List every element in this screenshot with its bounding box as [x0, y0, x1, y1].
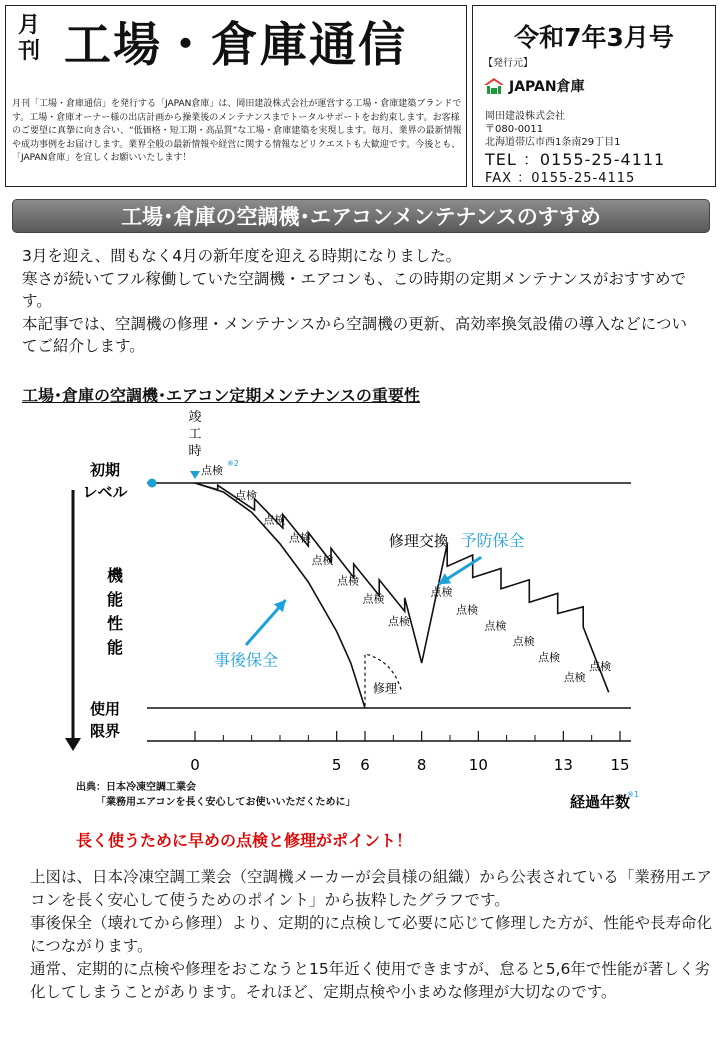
logo-name: JAPAN倉庫 [509, 79, 585, 95]
company-name: 岡田建設株式会社 [485, 111, 565, 122]
maintenance-chart [55, 405, 675, 815]
lead-paragraph: 本記事では、空調機の修理・メンテナンスから空調機の更新、高効率換気設備の導入などについてご紹介します。 [22, 314, 687, 356]
x-tick-label: 5 [331, 756, 342, 774]
inspection-label: 点検 [456, 603, 478, 617]
chart-source [76, 780, 356, 810]
start-marker-triangle [190, 471, 200, 479]
repair-label: 修理 [372, 681, 397, 696]
address: 北海道帯広市西1条南29丁目1 [485, 137, 621, 148]
masthead [5, 5, 467, 187]
inspection-label: 点検 [235, 488, 257, 502]
key-point: 長く使うために早めの点検と修理がポイント！ [76, 831, 413, 850]
reactive-label: 事後保全 [213, 650, 279, 670]
body-text [30, 866, 712, 1004]
repair-dashed-arc [365, 654, 402, 706]
x-tick-label: 6 [360, 756, 370, 774]
section-heading: 工場･倉庫の空調機･エアコン定期メンテナンスの重要性 [22, 386, 420, 405]
article-banner: 工場･倉庫の空調機･エアコンメンテナンスのすすめ [12, 199, 710, 233]
contact-info [485, 110, 665, 187]
lead-paragraph: 寒さが続いてフル稼働していた空調機・エアコンも、この時期の定期メンテナンスがおすすめです。 [22, 269, 687, 311]
postal-code: 〒080-0011 [485, 124, 544, 135]
inspection-label: 点検 [362, 592, 385, 606]
x-tick-label: 10 [468, 756, 488, 774]
inspection-label: 点検 [388, 614, 410, 628]
house-icon [483, 77, 505, 95]
x-tick-label: 15 [610, 756, 630, 774]
start-marker-char: 工 [188, 427, 202, 442]
y-bottom-label-line2: 限界 [89, 722, 121, 740]
publisher-label: 【発行元】 [483, 58, 533, 69]
inspection-label: 点検 [589, 659, 612, 673]
monthly-mark-1: 月 [18, 13, 41, 38]
inspection-label: 点検 [201, 464, 223, 477]
tel-number: TEL ：0155-25-4111 [485, 150, 666, 169]
start-marker-char: 竣 [188, 410, 202, 425]
newsletter-title: 工場・倉庫通信 [64, 18, 407, 73]
y-top-label-line1: 初期 [89, 461, 121, 479]
newsletter-intro: 月刊「工場・倉庫通信」を発行する「JAPAN倉庫」は、岡田建設株式会社が運営する工場・倉庫建築ブランドです。工場・倉庫オーナー様の出店計画から操業後のメンテナンスまでトータルサポートをお約束します。お客様のご要望に真摯に向き合い、“低価格・短工期・高品質”な工場・倉庫建築を実現します。毎月、業界の最新情報や成功事例をお届けします。業界全般の最新情報や経営に関する情報などリクエストも大歓迎です。今後とも、「JAPAN倉庫」を宜しくお願いいたします！ [12, 99, 462, 163]
preventive-label: 予防保全 [460, 531, 525, 550]
japan-souko-logo [483, 76, 585, 96]
y-axis-label-char: 機 [106, 566, 124, 585]
x-tick-label: 0 [190, 756, 200, 774]
fax-number: FAX ：0155-25-4115 [485, 171, 636, 186]
y-top-label-line2: レベル [82, 483, 128, 501]
issue-date: 令和7年3月号 [514, 23, 674, 52]
inspection-label: 点検 [563, 671, 586, 684]
lead-text [22, 245, 702, 358]
y-bottom-label-line1: 使用 [89, 700, 121, 718]
monthly-mark [18, 13, 40, 65]
start-marker-char: 時 [188, 444, 202, 459]
x-axis-label: 経過年数 [569, 793, 631, 811]
inspection-label: 点検 [311, 554, 334, 567]
y-axis-label-char: 能 [106, 590, 124, 609]
source-label: 出典：日本冷凍空調工業会 [76, 782, 196, 793]
lead-paragraph: 3月を迎え、間もなく4月の新年度を迎える時期になりました。 [22, 247, 462, 265]
monthly-mark-2: 刊 [18, 39, 41, 64]
body-paragraph: 通常、定期的に点検や修理をおこなうと15年近く使用できますが、怠ると5,6年で性能が著しく劣化してしまうことがあります。それほど、定期点検や小まめな修理が大切なのです。 [30, 960, 710, 1001]
inspection-label: 点検 [430, 585, 453, 599]
publisher-box [472, 5, 716, 187]
inspection-note: ※2 [227, 459, 239, 468]
y-axis-label-char: 性 [106, 614, 124, 633]
body-paragraph: 上図は、日本冷凍空調工業会（空調機メーカーが会員様の組織）から公表されている「業務用エアコンを長く安心して使うためのポイント」から抜粋したグラフです。 [30, 868, 712, 909]
x-tick-label: 8 [416, 756, 427, 774]
source-title: 「業務用エアコンを長く安心してお使いいただくために」 [96, 797, 356, 808]
inspection-label: 点検 [538, 650, 561, 664]
inspection-label: 点検 [337, 574, 359, 588]
initial-level-dot [148, 479, 157, 488]
y-axis-label-char: 能 [106, 638, 124, 657]
inspection-label: 点検 [263, 513, 286, 527]
x-tick-label: 13 [553, 756, 573, 774]
inspection-label: 点検 [484, 619, 507, 633]
y-axis-arrowhead [65, 738, 81, 751]
x-axis-label-note: ※1 [627, 790, 639, 799]
inspection-label: 点検 [288, 531, 311, 545]
repair-swap-label: 修理交換 [388, 532, 449, 550]
body-paragraph: 事後保全（壊れてから修理）より、定期的に点検して必要に応じて修理した方が、性能や長寿命化につながります。 [30, 914, 713, 955]
inspection-label: 点検 [512, 635, 535, 648]
